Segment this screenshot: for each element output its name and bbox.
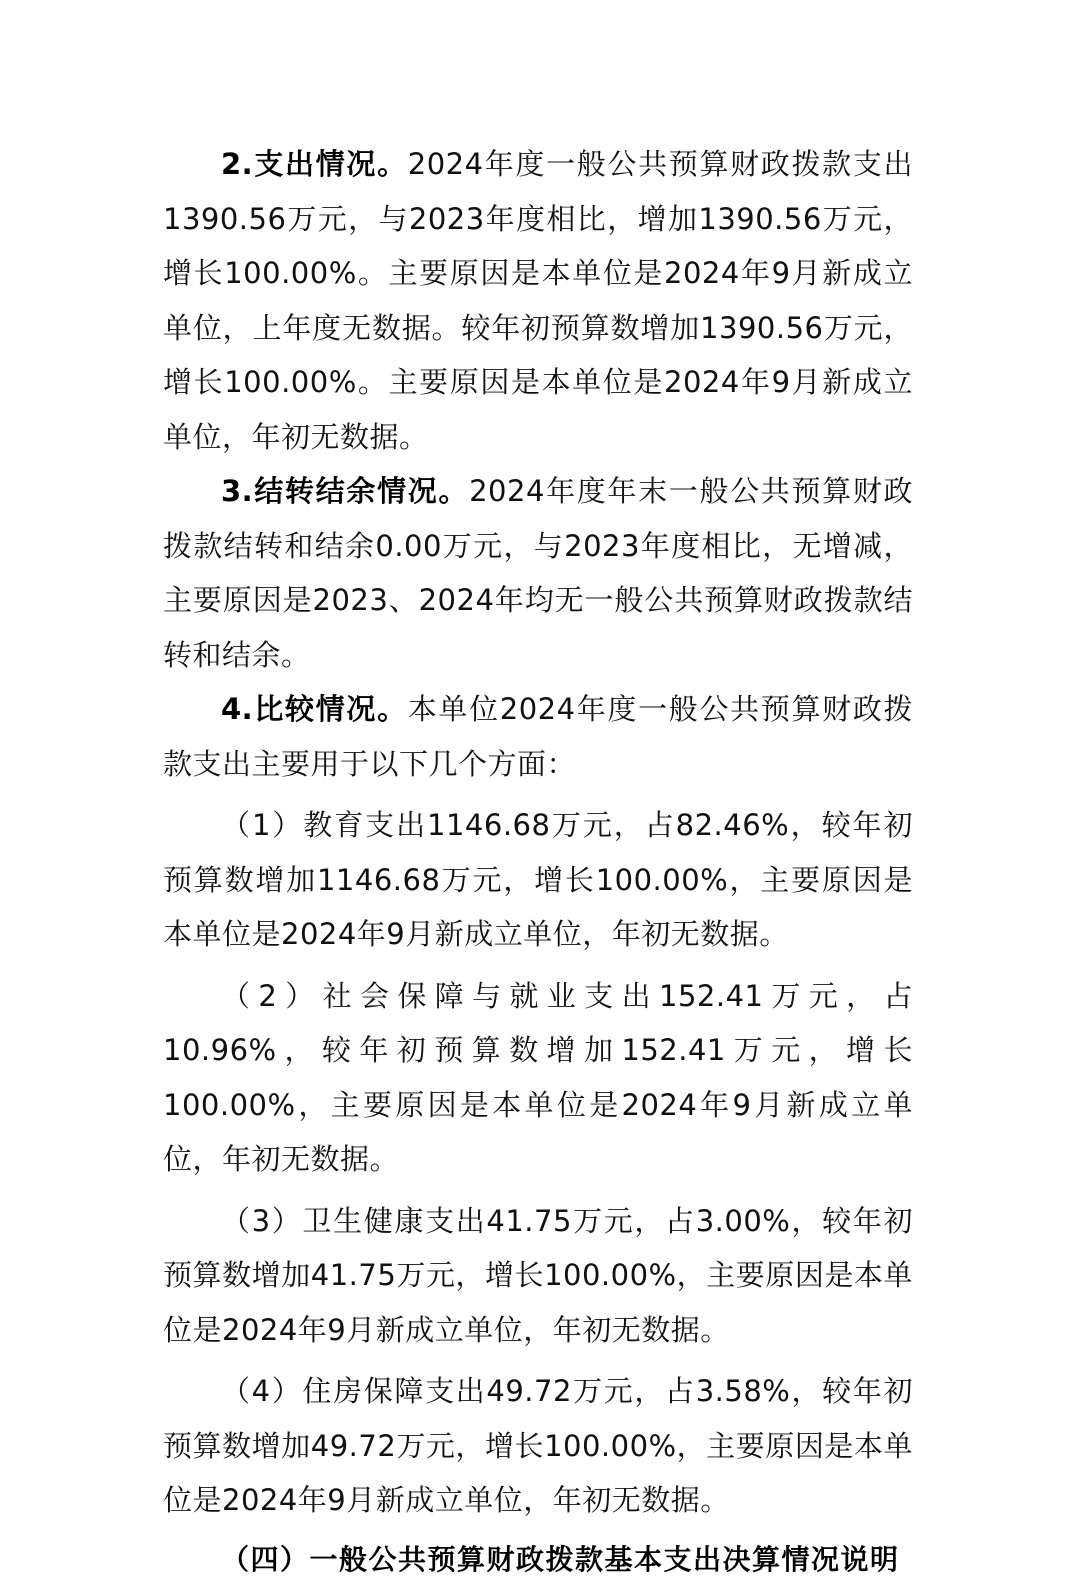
paragraph-text-expenditure: 2024年度一般公共预算财政拨款支出1390.56万元，与2023年度相比，增加1390.56万元，增长100.00%。主要原因是本单位是2024年9月新成立单位，上年度无数据。较年初预算数增加1390.56万元，增长100.00%。主要原因是本单位是2024年9月新成立单位，年初无数据。: [163, 147, 913, 454]
paragraph-carryover: [163, 464, 913, 682]
paragraph-expenditure: [163, 137, 913, 464]
list-item-health: （3）卫生健康支出41.75万元，占3.00%，较年初预算数增加41.75万元，增长100.00%，主要原因是本单位是2024年9月新成立单位，年初无数据。: [163, 1194, 913, 1358]
paragraph-text-carryover: 2024年度年末一般公共预算财政拨款结转和结余0.00万元，与2023年度相比，无增减，主要原因是2023、2024年均无一般公共预算财政拨款结转和结余。: [163, 474, 913, 672]
list-item-social-security: （2）社会保障与就业支出152.41万元，占10.96%，较年初预算数增加152.41万元，增长100.00%，主要原因是本单位是2024年9月新成立单位，年初无数据。: [163, 969, 913, 1187]
paragraph-lead-comparison: 4.比较情况。: [221, 692, 408, 726]
paragraph-text-comparison: 本单位2024年度一般公共预算财政拨款支出主要用于以下几个方面：: [163, 692, 913, 781]
section-heading: （四）一般公共预算财政拨款基本支出决算情况说明: [163, 1533, 913, 1587]
list-item-education: （1）教育支出1146.68万元，占82.46%，较年初预算数增加1146.68万元，增长100.00%，主要原因是本单位是2024年9月新成立单位，年初无数据。: [163, 798, 913, 962]
paragraph-lead-expenditure: 2.支出情况。: [221, 147, 408, 181]
paragraph-comparison: [163, 682, 913, 791]
paragraph-lead-carryover: 3.结转结余情况。: [221, 474, 469, 508]
list-item-housing: （4）住房保障支出49.72万元，占3.58%，较年初预算数增加49.72万元，增长100.00%，主要原因是本单位是2024年9月新成立单位，年初无数据。: [163, 1364, 913, 1528]
